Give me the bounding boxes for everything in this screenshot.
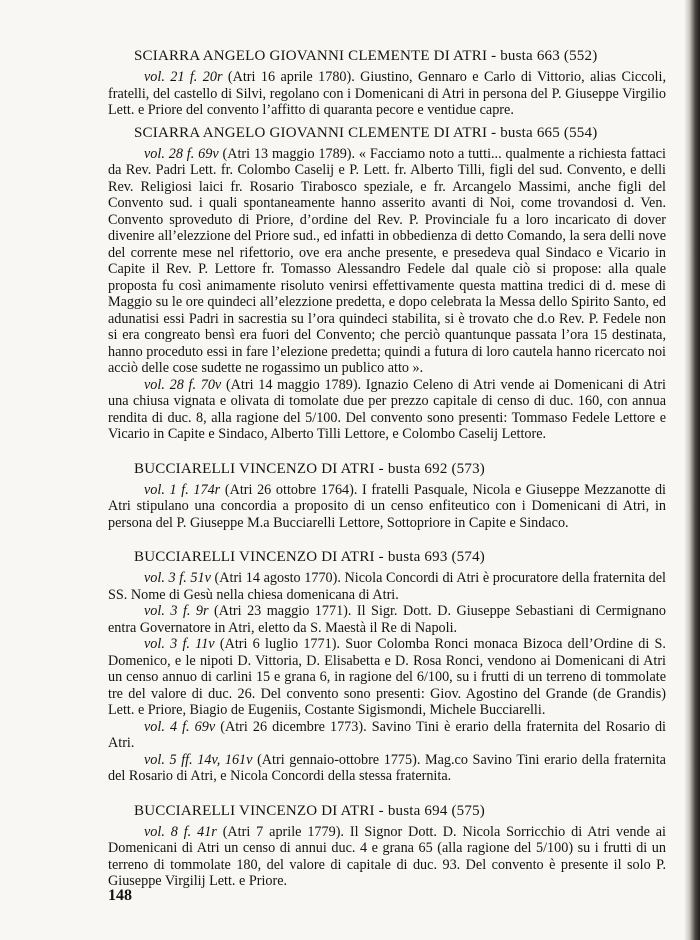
- archive-entry: [108, 482, 666, 532]
- entry-text: (Atri 6 luglio 1771). Suor Colomba Ronci monaca Bizoca dell’Ordine di S. Domenico, e le nipoti D. Vittoria, D. Elisabetta e D. Rosa Ronci, vendono ai Domenicani di Atri un censo annuo di carlini 15 e grana 6, in ragione del 6/100, su i frutti di un terreno di tommolate tre del valore di duc. 26. Del convento sono presenti: Giov. Agostino del Grande (de Grandis) Lett. e Priore, Biagio de Eugeniis, Costante Sigismondi, Michele Bucciarelli.: [108, 636, 666, 718]
- entry-text: (Atri 26 ottobre 1764). I fratelli Pasquale, Nicola e Giuseppe Mezzanotte di Atri stipulano una concordia a proposito di un censo enfiteutico con i Domenicani di Atri, in persona del P. Giuseppe M.a Bucciarelli Lettore, Sottopriore in Capite e Sindaco.: [108, 481, 666, 531]
- archive-entry: [108, 146, 666, 377]
- archive-entry: [108, 824, 666, 890]
- entry-text: (Atri 26 dicembre 1773). Savino Tini è erario della fraternita del Rosario di Atri.: [108, 718, 666, 751]
- text-block: [108, 46, 666, 890]
- entry-text: (Atri 23 maggio 1771). Il Sigr. Dott. D. Giuseppe Sebastiani di Cermignano entra Governatore in Atri, eletto da S. Maestà il Re di Napoli.: [108, 603, 666, 636]
- archive-entry: [108, 636, 666, 719]
- entry-reference: vol. 21 f. 20r: [144, 69, 223, 85]
- section-heading: SCIARRA ANGELO GIOVANNI CLEMENTE DI ATRI - busta 663 (552): [134, 48, 598, 64]
- entry-text: (Atri 14 maggio 1789). Ignazio Celeno di Atri vende ai Domenicani di Atri una chiusa vignata e olivata di tomolate due per prezzo capitale di censo di duc. 160, con annua rendita di duc. 8, alla ragione del 5/100. Del convento sono presenti: Tommaso Fedele Lettore e Vicario in Capite e Sindaco, Alberto Tilli Lettore, e Colombo Caselij Lettore.: [108, 376, 666, 442]
- scan-edge-shadow: [684, 0, 700, 940]
- page-number: 148: [108, 887, 132, 904]
- entry-reference: vol. 28 f. 70v: [144, 376, 222, 393]
- entry-reference: vol. 8 f. 41r: [144, 823, 217, 840]
- section-heading: BUCCIARELLI VINCENZO DI ATRI - busta 692 (573): [134, 460, 485, 477]
- entry-text: (Atri gennaio-ottobre 1775). Mag.co Savino Tini erario della fraternita del Rosario di Atri, e Nicola Concordi della stessa fraternita.: [108, 751, 666, 784]
- entry-text: (Atri 7 aprile 1779). Il Signor Dott. D. Nicola Sorricchio di Atri vende ai Domenicani di Atri un censo di annui duc. 4 e grana 65 (alla ragione del 5/100) su i frutti di un terreno di tommolate 180, del valore di capitale di duc. 93. Del convento è presente il solo P. Giuseppe Virgilij Lett. e Priore.: [108, 823, 666, 889]
- archive-entry: [108, 377, 666, 443]
- entry-reference: vol. 3 f. 51v: [144, 570, 211, 586]
- entry-reference: vol. 3 f. 9r: [144, 603, 209, 619]
- section-heading: SCIARRA ANGELO GIOVANNI CLEMENTE DI ATRI - busta 665 (554): [134, 124, 598, 141]
- archive-entry: [108, 69, 666, 119]
- section-heading: BUCCIARELLI VINCENZO DI ATRI - busta 694 (575): [134, 802, 485, 819]
- entry-reference: vol. 5 ff. 14v, 161v: [144, 751, 253, 768]
- archive-entry: [108, 570, 666, 603]
- entry-text: (Atri 13 maggio 1789). « Facciamo noto a tutti... qualmente a richiesta fattaci da Rev. Padri Lett. fr. Colombo Caselij e P. Lett. fr. Alberto Tilli, figli del sud. Convento, e delli Rev. Religiosi laici fr. Rosario Tirabosco speziale, e fr. Arcangelo Massimi, anche figli del Convento sud. i quali spontaneamente hanno asserito avanti di Noi, come trovandosi d. Ven. Convento sproveduto di Priore, d’ordine del Rev. P. Provinciale fu a loro incaricato di dover divenire all’elezzione del Priore sud., ed infatti in obbedienza di detto Comando, la sera delli nove del corrente mese nel rifettorio, ove era anche presente, e presedeva qual Sindaco e Vicario in Capite il Rev. P. Lettore fr. Tomasso Alessandro Fedele dal quale ciò si propose: alla quale proposta fu così animamente risoluto venirsi effettivamente questa mattina tredici di d. mese di Maggio su le ore quindeci all’elezzione predetta, e dopo celebrata la Messa dello Spirito Santo, ed adunatisi essi Padri in sacrestia su l’ora quindeci stabilita, si è trovato che d.o Rev. P. Fedele non si era congreato bensì era fuori del Convento; che perciò quantunque passata l’ora 15 destinata, hanno proceduto essi in fare l’elezione predetta; quindi a futura di loro cautela hanno ricercato noi acciò delle cose sudette ne rogassimo un publico atto ».: [108, 145, 666, 376]
- entry-text: (Atri 14 agosto 1770). Nicola Concordi di Atri è procuratore della fraternita del SS. Nome di Gesù nella chiesa domenicana di Atri.: [108, 570, 667, 603]
- section-heading: BUCCIARELLI VINCENZO DI ATRI - busta 693 (574): [134, 549, 485, 565]
- entry-text: (Atri 16 aprile 1780). Giustino, Gennaro e Carlo di Vittorio, alias Ciccoli, fratelli, del castello di Silvi, regolano con i Domenicani di Atri in persona del P. Giuseppe Virgilio Lett. e Priore del convento l’affitto di quaranta pecore e ventidue capre.: [108, 69, 666, 118]
- entry-reference: vol. 4 f. 69v: [144, 718, 216, 735]
- entry-reference: vol. 3 f. 11v: [144, 636, 215, 652]
- entry-reference: vol. 1 f. 174r: [144, 481, 221, 498]
- archive-entry: [108, 603, 666, 636]
- entry-reference: vol. 28 f. 69v: [144, 145, 219, 162]
- archive-entry: [108, 719, 666, 752]
- archive-entry: [108, 752, 666, 785]
